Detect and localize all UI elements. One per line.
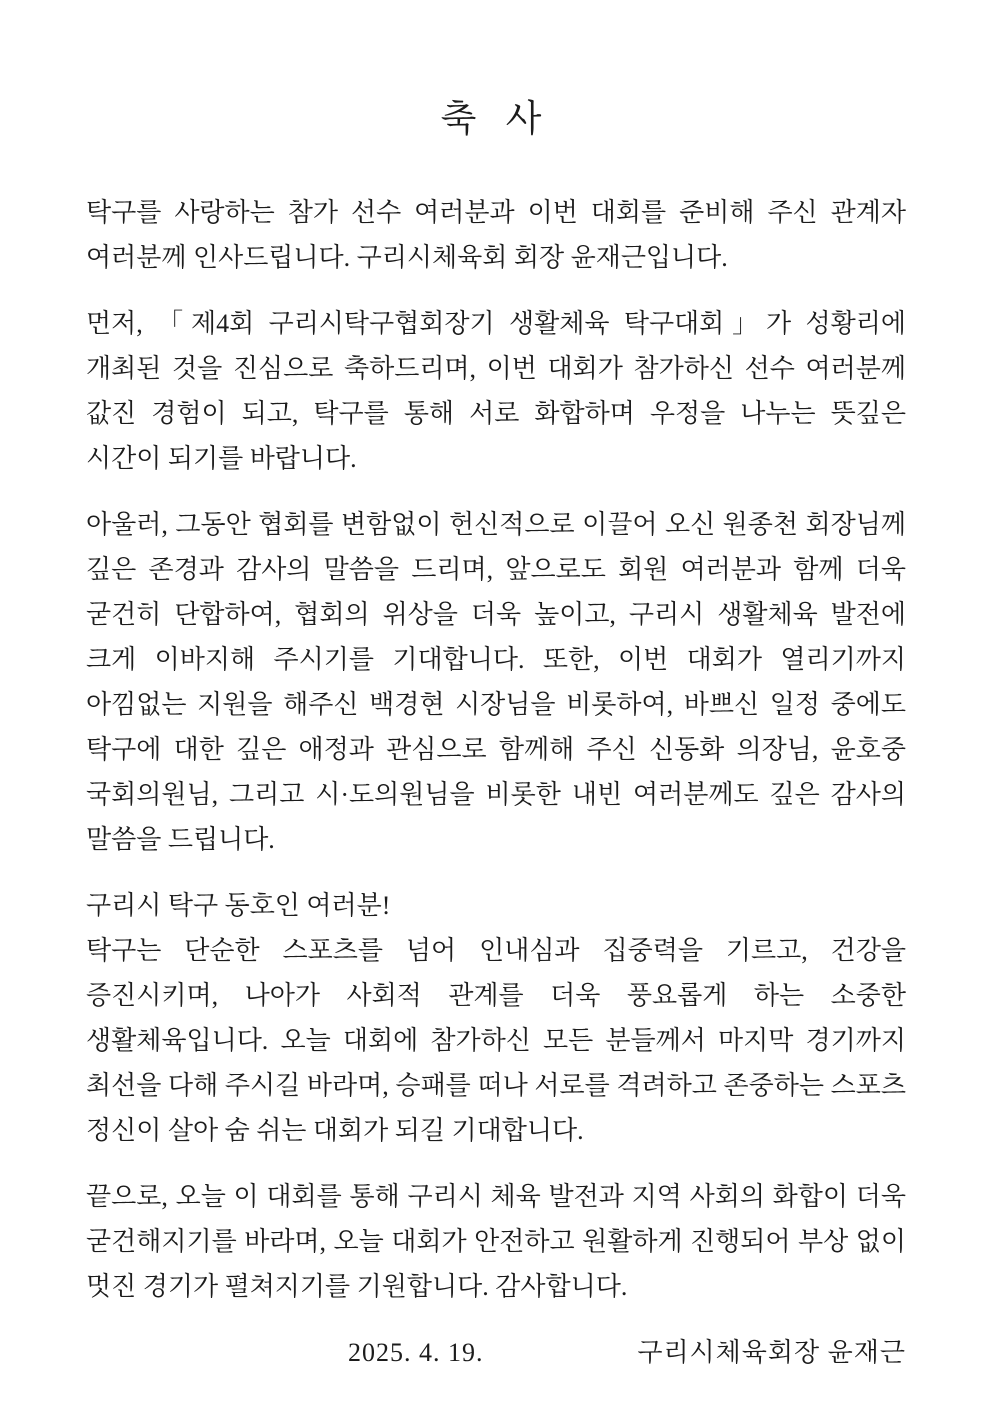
document-body xyxy=(86,190,906,1309)
document-title: 축 사 xyxy=(440,99,552,140)
paragraph-address-members: 구리시 탁구 동호인 여러분! xyxy=(86,891,391,920)
paragraph-sports-spirit: 탁구는 단순한 스포츠를 넘어 인내심과 집중력을 기르고, 건강을 증진시키며, 나아가 사회적 관계를 더욱 풍요롭게 하는 소중한 생활체육입니다. 오늘 대회에 참가하신 모든 분들께서 마지막 경기까지 최선을 다해 주시길 바라며, 승패를 떠나 서로를 격려하고 존중하는 스포츠 정신이 살아 숨 쉬는 대회가 되길 기대합니다. xyxy=(86,936,906,1145)
paragraph-congratulation: 먼저, 「제4회 구리시탁구협회장기 생활체육 탁구대회」가 성황리에 개최된 것을 진심으로 축하드리며, 이번 대회가 참가하신 선수 여러분께 값진 경험이 되고, 탁구를 통해 서로 화합하며 우정을 나누는 뜻깊은 시간이 되기를 바랍니다. xyxy=(86,309,906,473)
paragraph-closing: 끝으로, 오늘 이 대회를 통해 구리시 체육 발전과 지역 사회의 화합이 더욱 굳건해지기를 바라며, 오늘 대회가 안전하고 원활하게 진행되어 부상 없이 멋진 경기가 펼쳐지기를 기원합니다. 감사합니다. xyxy=(86,1182,906,1301)
document-signature: 구리시체육회장 윤재근 xyxy=(637,1338,906,1367)
paragraph-greeting: 탁구를 사랑하는 참가 선수 여러분과 이번 대회를 준비해 주신 관계자 여러분께 인사드립니다. 구리시체육회 회장 윤재근입니다. xyxy=(86,198,906,272)
signature-row xyxy=(86,1330,906,1375)
paragraph-thanks-officials: 아울러, 그동안 협회를 변함없이 헌신적으로 이끌어 오신 원종천 회장님께 깊은 존경과 감사의 말씀을 드리며, 앞으로도 회원 여러분과 함께 더욱 굳건히 단합하여, 협회의 위상을 더욱 높이고, 구리시 생활체육 발전에 크게 이바지해 주시기를 기대합니다. 또한, 이번 대회가 열리기까지 아낌없는 지원을 해주신 백경현 시장님을 비롯하여, 바쁘신 일정 중에도 탁구에 대한 깊은 애정과 관심으로 함께해 주신 신동화 의장님, 윤호중 국회의원님, 그리고 시·도의원님을 비롯한 내빈 여러분께도 깊은 감사의 말씀을 드립니다. xyxy=(86,510,906,854)
document-date: 2025. 4. 19. xyxy=(348,1338,484,1367)
